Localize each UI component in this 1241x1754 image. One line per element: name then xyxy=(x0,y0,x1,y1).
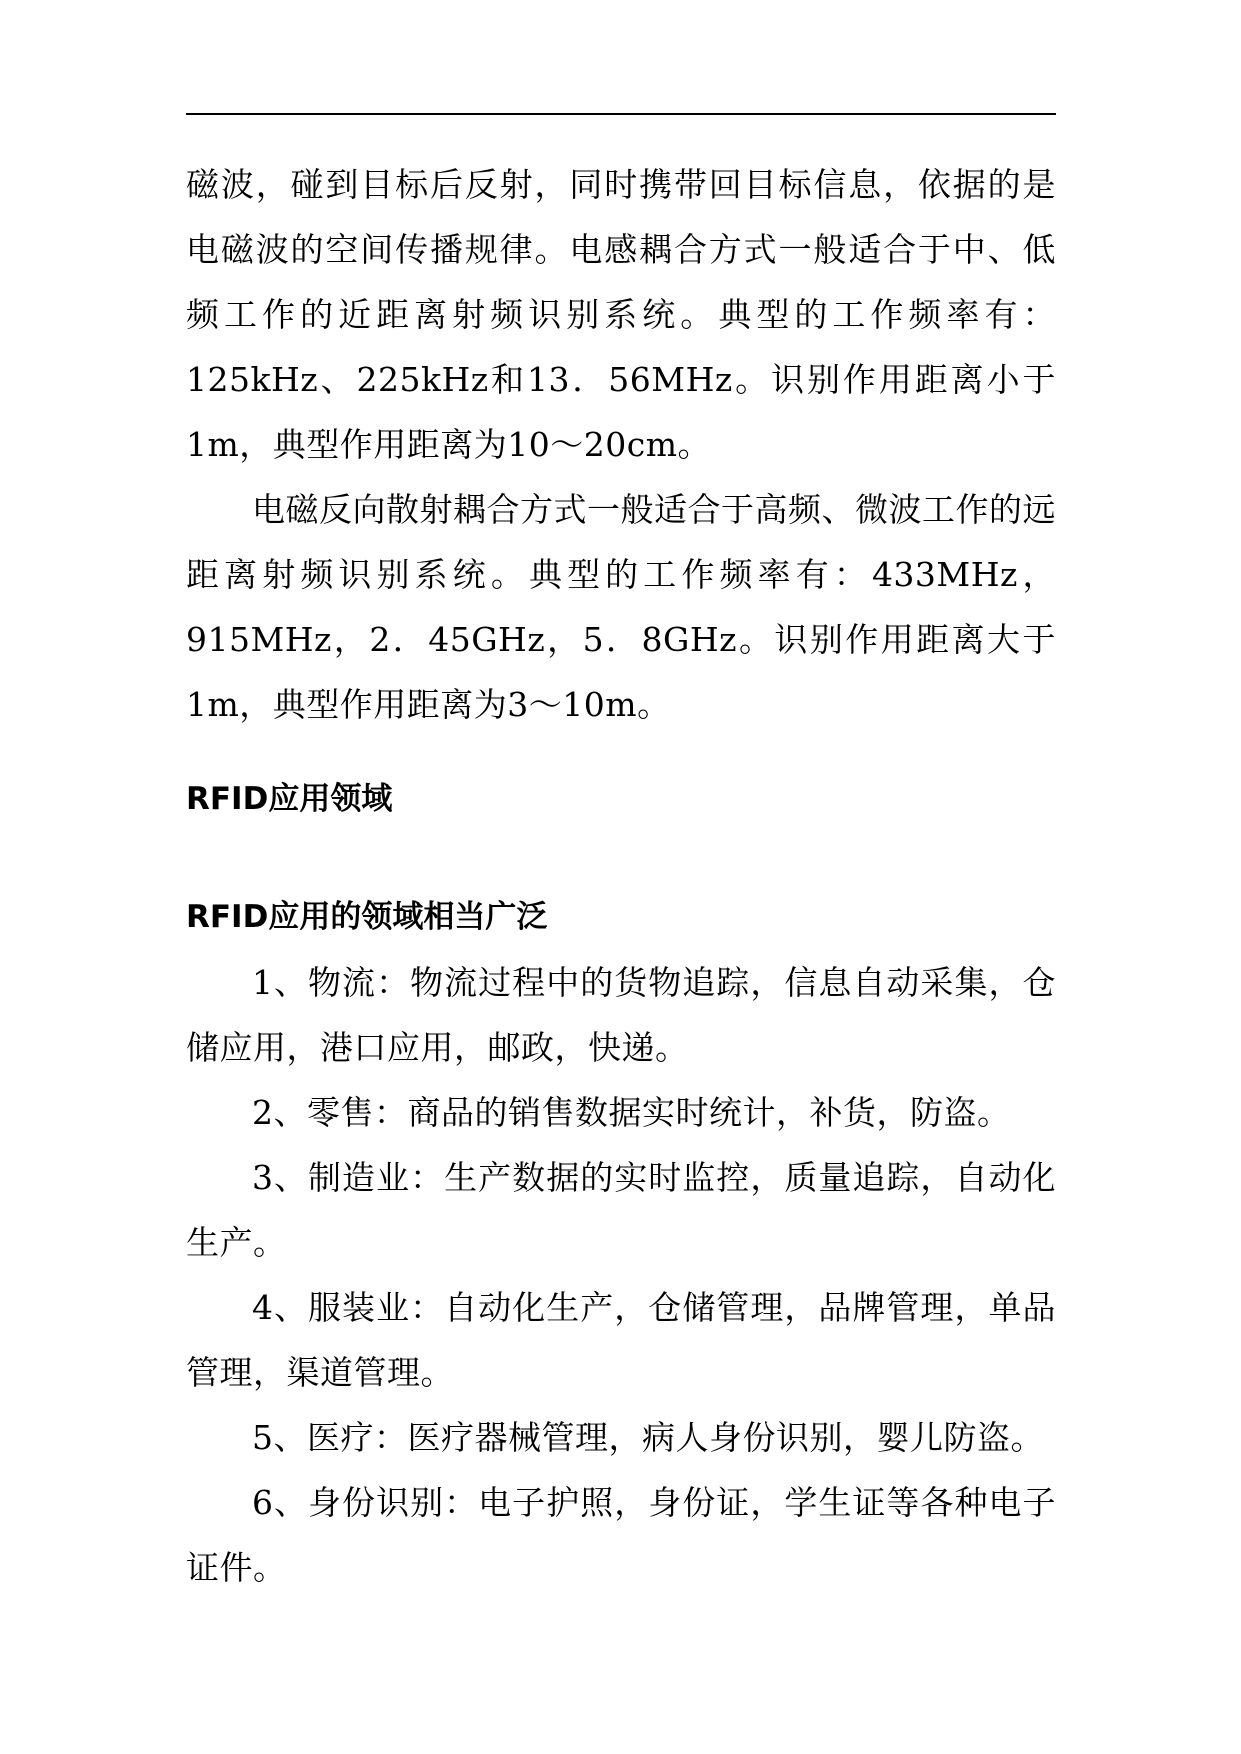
subheading-rfid-application-scope: RFID应用的领域相当广泛 xyxy=(186,899,548,935)
paragraph-coupling-inductive: 磁波，碰到目标后反射，同时携带回目标信息，依据的是电磁波的空间传播规律。电感耦合方式一般适合于中、低频工作的近距离射频识别系统。典型的工作频率有：125kHz、225kHz和13．56MHz。识别作用距离小于1m，典型作用距离为10～20cm。 xyxy=(186,165,1056,464)
list-item-medical: 5、医疗：医疗器械管理，病人身份识别，婴儿防盗。 xyxy=(252,1418,1044,1457)
document-body xyxy=(186,152,1056,1600)
application-list xyxy=(186,950,1056,1600)
list-item-manufacturing: 3、制造业：生产数据的实时监控，质量追踪，自动化生产。 xyxy=(186,1158,1056,1262)
section-heading-rfid-applications: RFID应用领域 xyxy=(186,781,393,817)
list-item-logistics: 1、物流：物流过程中的货物追踪，信息自动采集，仓储应用，港口应用，邮政，快递。 xyxy=(186,963,1056,1067)
list-item-apparel: 4、服装业：自动化生产，仓储管理，品牌管理，单品管理，渠道管理。 xyxy=(186,1288,1056,1392)
list-item-identification: 6、身份识别：电子护照，身份证，学生证等各种电子证件。 xyxy=(186,1483,1056,1587)
paragraph-coupling-backscatter: 电磁反向散射耦合方式一般适合于高频、微波工作的远距离射频识别系统。典型的工作频率有：433MHz，915MHz，2．45GHz，5．8GHz。识别作用距离大于1m，典型作用距离为3～10m。 xyxy=(186,490,1056,724)
list-item-retail: 2、零售：商品的销售数据实时统计，补货，防盗。 xyxy=(252,1093,1011,1132)
header-rule xyxy=(186,113,1056,115)
